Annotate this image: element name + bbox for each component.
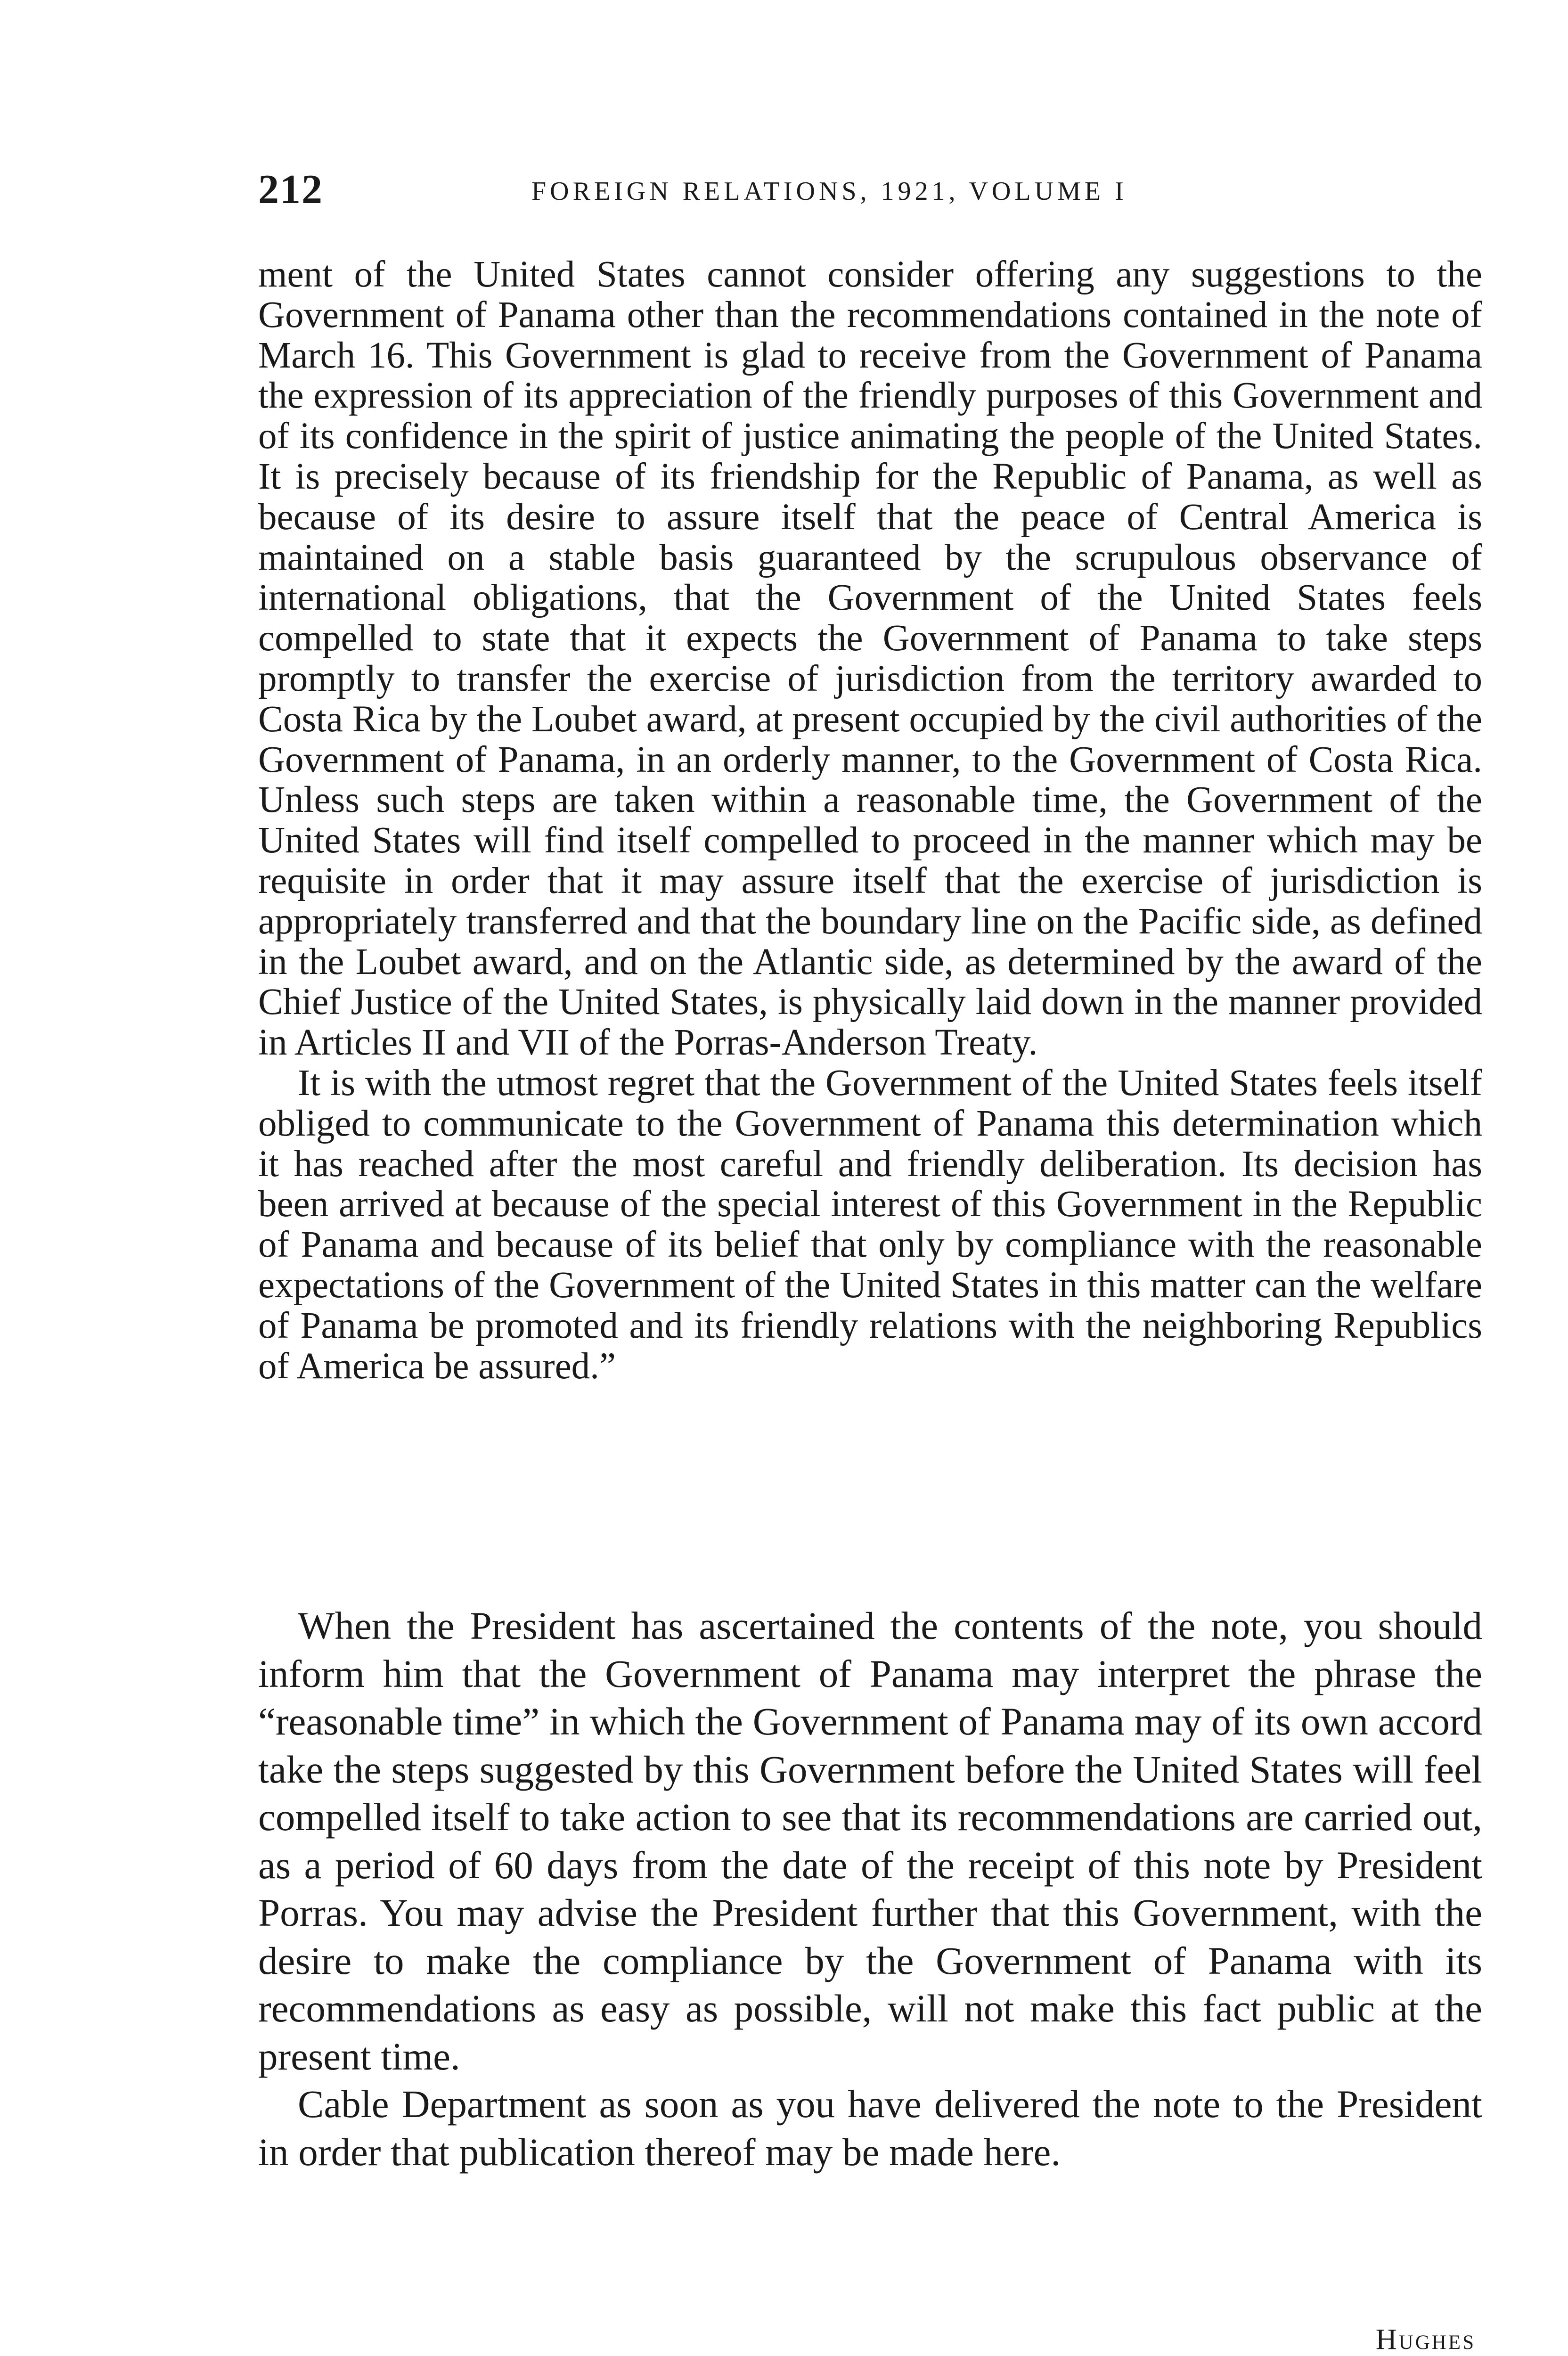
instructions-paragraph-2: Cable Department as soon as you have delivered the note to the President in order that publication thereof may be made here.	[258, 2082, 1482, 2174]
instructions-text	[258, 1602, 1482, 2176]
page-header	[258, 166, 1483, 218]
quoted-paragraph-1: ment of the United States cannot consider offering any suggestions to the Government of Panama other than the recommendations contained in the note of March 16. This Government is glad to receive from the Government of Panama the expression of its appreciation of the friendly purposes of this Government and of its confidence in the spirit of justice animating the people of the United States. It is precisely because of its friendship for the Republic of Panama, as well as because of its desire to assure itself that the peace of Central America is maintained on a stable basis guaranteed by the scrupulous observance of international obligations, that the Government of the United States feels compelled to state that it expects the Government of Panama to take steps promptly to transfer the exercise of jurisdiction from the territory awarded to Costa Rica by the Loubet award, at present occupied by the civil authorities of the Government of Panama, in an orderly manner, to the Government of Costa Rica. Unless such steps are taken within a reasonable time, the Government of the United States will find itself compelled to proceed in the manner which may be requisite in order that it may assure itself that the exercise of jurisdiction is appropriately transferred and that the boundary line on the Pacific side, as defined in the Loubet award, and on the Atlantic side, as determined by the award of the Chief Justice of the United States, is physically laid down in the manner provided in Articles II and VII of the Porras-Anderson Treaty.	[258, 254, 1482, 1063]
quoted-note	[258, 254, 1482, 1386]
running-head: FOREIGN RELATIONS, 1921, VOLUME I	[531, 177, 1127, 206]
page-number: 212	[258, 167, 323, 213]
signature: Hughes	[1375, 2323, 1476, 2356]
instructions-paragraph-1: When the President has ascertained the contents of the note, you should inform him that the Government of Panama may interpret the phrase the “reasonable time” in which the Government of Panama may of its own accord take the steps suggested by this Government before the United States will feel compelled itself to take action to see that its recommendations are carried out, as a period of 60 days from the date of the receipt of this note by President Porras. You may advise the President further that this Government, with the desire to make the compliance by the Government of Panama with its recommendations as easy as possible, will not make this fact public at the present time.	[258, 1604, 1482, 2078]
quoted-paragraph-2: It is with the utmost regret that the Government of the United States feels itself obliged to communicate to the Government of Panama this determination which it has reached after the most careful and friendly deliberation. Its decision has been arrived at because of the special interest of this Government in the Republic of Panama and because of its belief that only by compliance with the reasonable expectations of the Government of the United States in this matter can the welfare of Panama be promoted and its friendly relations with the neighboring Republics of America be assured.”	[258, 1062, 1482, 1387]
